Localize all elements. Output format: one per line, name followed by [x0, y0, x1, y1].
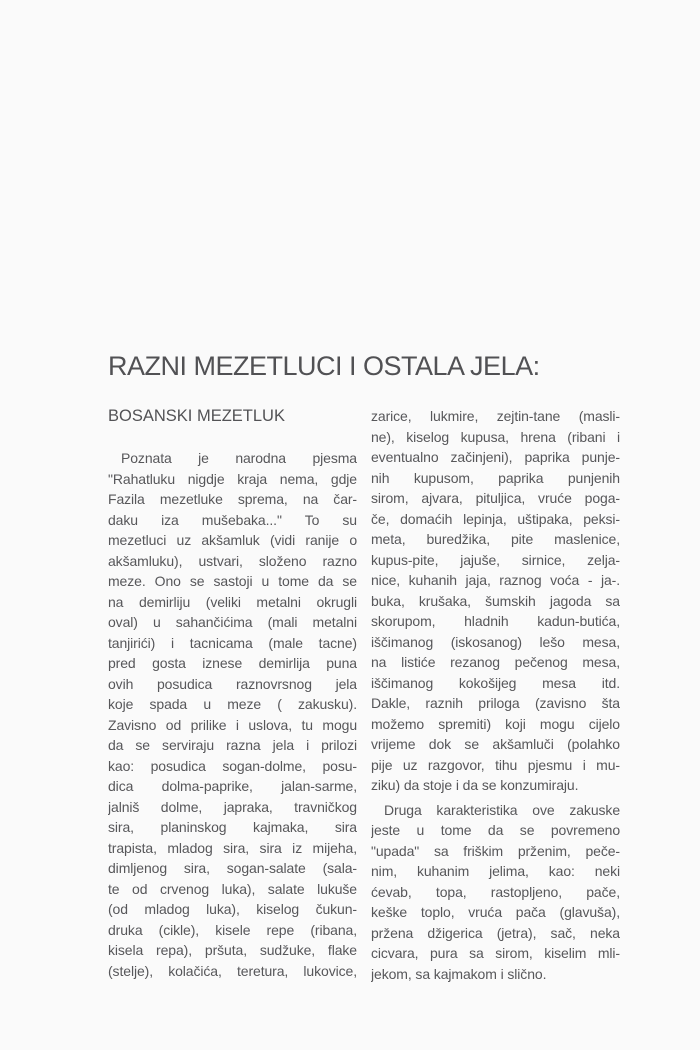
text-line: akšamluku), ustvari, složeno razno: [108, 552, 357, 569]
text-line: "Rahatluku nigdje kraja nema, gdje: [108, 470, 357, 487]
text-line: skorupom, hladnih kadun-butića,: [371, 613, 620, 629]
text-line: sira, planinskog kajmaka, sira: [108, 819, 357, 835]
text-line: na demirliju (veliki metalni okrugli: [108, 593, 357, 610]
section-heading: BOSANSKI MEZETLUK: [108, 407, 285, 425]
text-line: dimljenog sira, sogan-salate (sala-: [108, 860, 357, 876]
text-line: (od mladog luka), kiselog čukun-: [108, 901, 357, 917]
text-line: tanjirići) i tacnicama (male tacne): [108, 634, 357, 651]
text-line: ne), kiselog kupusa, hrena (ribani i: [371, 428, 620, 445]
text-line: kisela repa), pršuta, sudžuke, flake: [108, 942, 357, 958]
text-line: jalniš dolme, japraka, travničkog: [108, 798, 357, 815]
right-column: [371, 406, 620, 984]
text-line: da se serviraju razna jela i prilozi: [108, 737, 357, 753]
text-line: vrijeme dok se akšamluči (polahko: [371, 736, 620, 752]
text-line: meta, buredžika, pite maslenice,: [371, 531, 620, 547]
text-line: zarice, lukmire, zejtin-tane (masli-: [371, 408, 620, 424]
text-line: oval) u sahančićima (mali metalni: [108, 614, 357, 630]
text-line: kao: posudica sogan-dolme, posu-: [108, 757, 357, 774]
text-line: "upada" sa friškim prženim, peče-: [371, 842, 620, 859]
text-line: pred gosta iznese demirlija puna: [108, 655, 357, 671]
page-title: RAZNI MEZETLUCI I OSTALA JELA:: [108, 351, 540, 381]
text-line: eventualno začinjeni), paprika punje-: [371, 449, 620, 465]
text-line: (stelje), kolačića, teretura, lukovice,: [108, 962, 357, 979]
right-column-text: [371, 406, 620, 984]
left-column: [108, 406, 357, 984]
text-line: Druga karakteristika ove zakuske: [384, 801, 620, 818]
text-line: cicvara, pura sa sirom, kiselim mli-: [371, 945, 620, 961]
text-line: Fazila mezetluke sprema, na čar-: [108, 491, 357, 507]
text-line: nice, kuhanih jaja, raznog voća - ja-.: [371, 572, 620, 588]
text-line: ziku) da stoje i da se konzumiraju.: [371, 777, 579, 793]
text-line: iščimanog kokošijeg mesa itd.: [371, 674, 620, 691]
text-line: druka (cikle), kisele repe (ribana,: [108, 921, 357, 938]
text-line: trapista, mladog sira, sira iz mijeha,: [108, 839, 357, 856]
text-line: jekom, sa kajmakom i slično.: [371, 965, 547, 982]
text-line: sirom, ajvara, pituljica, vruće poga-: [371, 490, 620, 506]
paragraph: [371, 406, 620, 796]
text-line: nim, kuhanim jelima, kao: neki: [371, 863, 620, 879]
text-line: na listiće rezanog pečenog mesa,: [371, 654, 620, 670]
text-line: Zavisno od prilike i uslova, tu mogu: [108, 716, 357, 733]
text-line: nih kupusom, paprika punjenih: [371, 469, 620, 486]
paragraph: [108, 448, 357, 981]
text-line: pije uz razgovor, tihu pjesmu i mu-: [371, 756, 620, 773]
text-line: keške toplo, vruća pača (glavuša),: [371, 904, 620, 920]
text-line: ćevab, topa, rastopljeno, pače,: [371, 883, 620, 900]
text-line: dica dolma-paprike, jalan-sarme,: [108, 778, 357, 794]
text-line: če, domaćih lepinja, uštipaka, peksi-: [371, 510, 620, 527]
text-line: mezetluci uz akšamluk (vidi ranije o: [108, 532, 357, 548]
text-line: ovih posudica raznovrsnog jela: [108, 675, 357, 692]
text-line: Poznata je narodna pjesma: [121, 450, 357, 466]
text-line: daku iza mušebaka..." To su: [108, 511, 357, 528]
text-columns: [108, 406, 620, 984]
paragraph: [371, 800, 620, 985]
text-line: te od crvenog luka), salate lukuše: [108, 880, 357, 897]
left-column-text: [108, 448, 357, 981]
text-line: pržena džigerica (jetra), sač, neka: [371, 924, 620, 941]
text-line: koje spada u meze ( zakusku).: [108, 696, 357, 712]
text-line: kupus-pite, jajuše, sirnice, zelja-: [371, 551, 620, 568]
text-line: meze. Ono se sastoji u tome da se: [108, 573, 357, 589]
text-line: buka, krušaka, šumskih jagoda sa: [371, 592, 620, 609]
text-line: iščimanog (iskosanog) lešo mesa,: [371, 633, 620, 650]
text-line: Dakle, raznih priloga (zavisno šta: [371, 695, 620, 711]
text-line: jeste u tome da se povremeno: [371, 822, 620, 838]
text-line: možemo spremiti) koji mogu cijelo: [371, 715, 620, 732]
